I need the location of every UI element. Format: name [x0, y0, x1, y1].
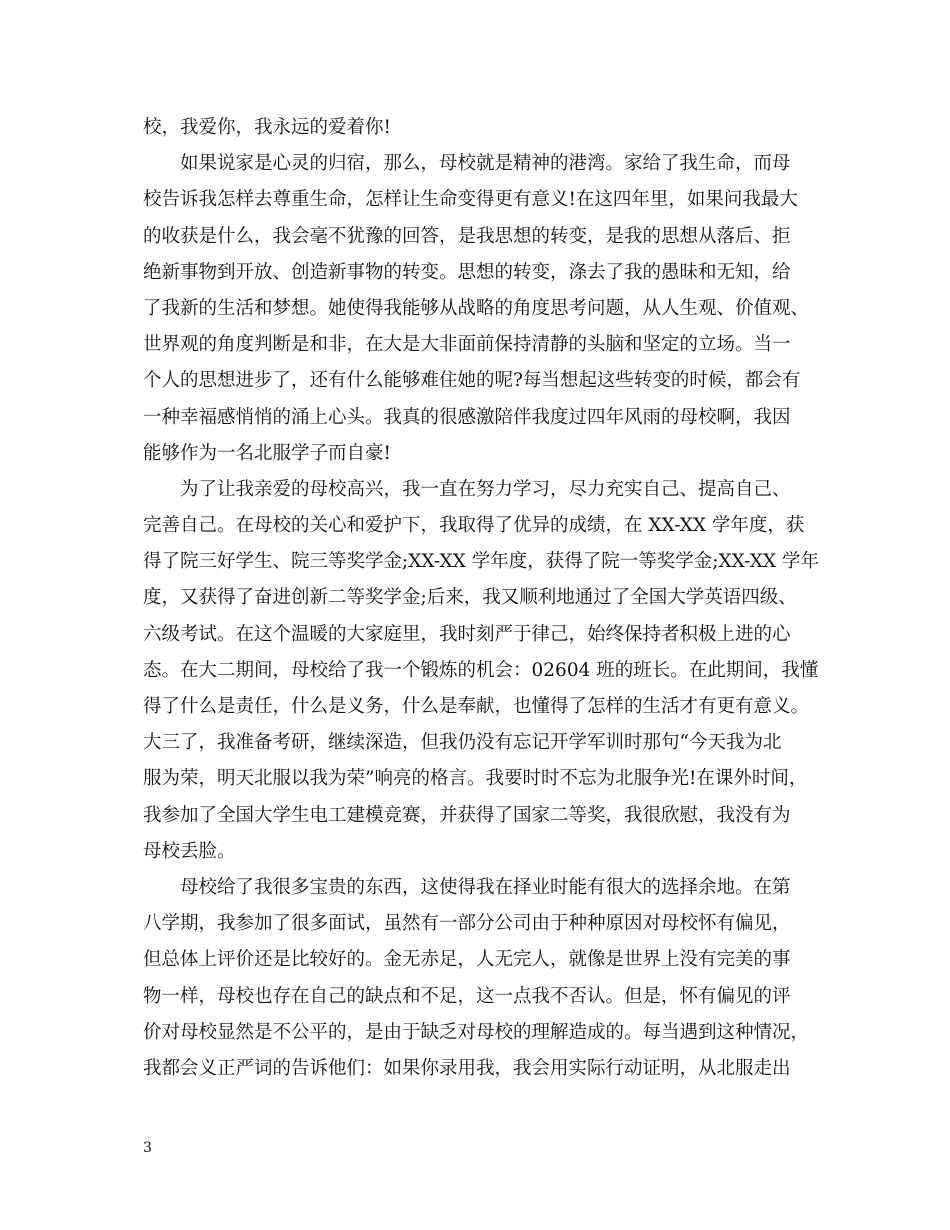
- text-line: 校，我爱你，我永远的爱着你!: [143, 117, 391, 138]
- text-line: 态。在大二期间，母校给了我一个锻炼的机会：02604 班的班长。在此期间，我懂: [143, 659, 819, 681]
- paragraph-start-line: 如果说家是心灵的归宿，那么，母校就是精神的港湾。家给了我生命，而母: [180, 153, 791, 175]
- text-line: 的收获是什么，我会毫不犹豫的回答，是我思想的转变，是我的思想从落后、拒: [143, 225, 791, 247]
- document-body: [143, 110, 823, 1087]
- text-line: 个人的思想进步了，还有什么能够难住她的呢?每当想起这些转变的时候，都会有: [143, 370, 801, 392]
- text-line: 我都会义正严词的告诉他们：如果你录用我，我会用实际行动证明，从北服走出: [143, 1057, 791, 1079]
- paragraph-start-line: 母校给了我很多宝贵的东西，这使得我在择业时能有很大的选择余地。在第: [180, 876, 791, 898]
- text-line: 能够作为一名北服学子而自豪!: [143, 442, 391, 464]
- text-line: 了我新的生活和梦想。她使得我能够从战略的角度思考问题，从人生观、价值观、: [143, 297, 810, 319]
- text-line: 八学期，我参加了很多面试，虽然有一部分公司由于种种原因对母校怀有偏见，: [143, 913, 791, 935]
- text-line: 价对母校显然是不公平的，是由于缺乏对母校的理解造成的。每当遇到这种情况，: [143, 1021, 810, 1043]
- text-line: 得了院三好学生、院三等奖学金;XX-XX 学年度，获得了院一等奖学金;XX-XX 学年: [143, 551, 819, 573]
- text-line: 一种幸福感悄悄的涌上心头。我真的很感激陪伴我度过四年风雨的母校啊，我因: [143, 406, 791, 428]
- text-line: 完善自己。在母校的关心和爱护下，我取得了优异的成绩，在 XX-XX 学年度，获: [143, 515, 805, 537]
- text-line: 度，又获得了奋进创新二等奖学金;后来，我又顺利地通过了全国大学英语四级、: [143, 587, 797, 609]
- text-line: 六级考试。在这个温暖的大家庭里，我时刻严于律己，始终保持者积极上进的心: [143, 623, 791, 645]
- text-line: 母校丢脸。: [143, 840, 236, 862]
- text-line: 我参加了全国大学生电工建模竞赛，并获得了国家二等奖，我很欣慰，我没有为: [143, 804, 791, 826]
- text-line: 大三了，我准备考研，继续深造，但我仍没有忘记开学军训时那句“今天我为北: [143, 732, 782, 754]
- paragraph-start-line: 为了让我亲爱的母校高兴，我一直在努力学习，尽力充实自己、提高自己、: [180, 478, 791, 500]
- text-line: 得了什么是责任，什么是义务，什么是奉献，也懂得了怎样的生活才有更有意义。: [143, 696, 810, 717]
- text-line: 世界观的角度判断是和非，在大是大非面前保持清静的头脑和坚定的立场。当一: [143, 334, 791, 356]
- text-line: 校告诉我怎样去尊重生命，怎样让生命变得更有意义!在这四年里，如果问我最大: [143, 189, 798, 211]
- text-line: 但总体上评价还是比较好的。金无赤足，人无完人，就像是世界上没有完美的事: [143, 949, 791, 971]
- text-line: 物一样，母校也存在自己的缺点和不足，这一点我不否认。但是，怀有偏见的评: [143, 985, 791, 1007]
- text-line: 服为荣，明天北服以我为荣”响亮的格言。我要时时不忘为北服争光!在课外时间，: [143, 768, 808, 790]
- page-number: 3: [143, 1140, 152, 1156]
- text-line: 绝新事物到开放、创造新事物的转变。思想的转变，涤去了我的愚昧和无知，给: [143, 261, 791, 283]
